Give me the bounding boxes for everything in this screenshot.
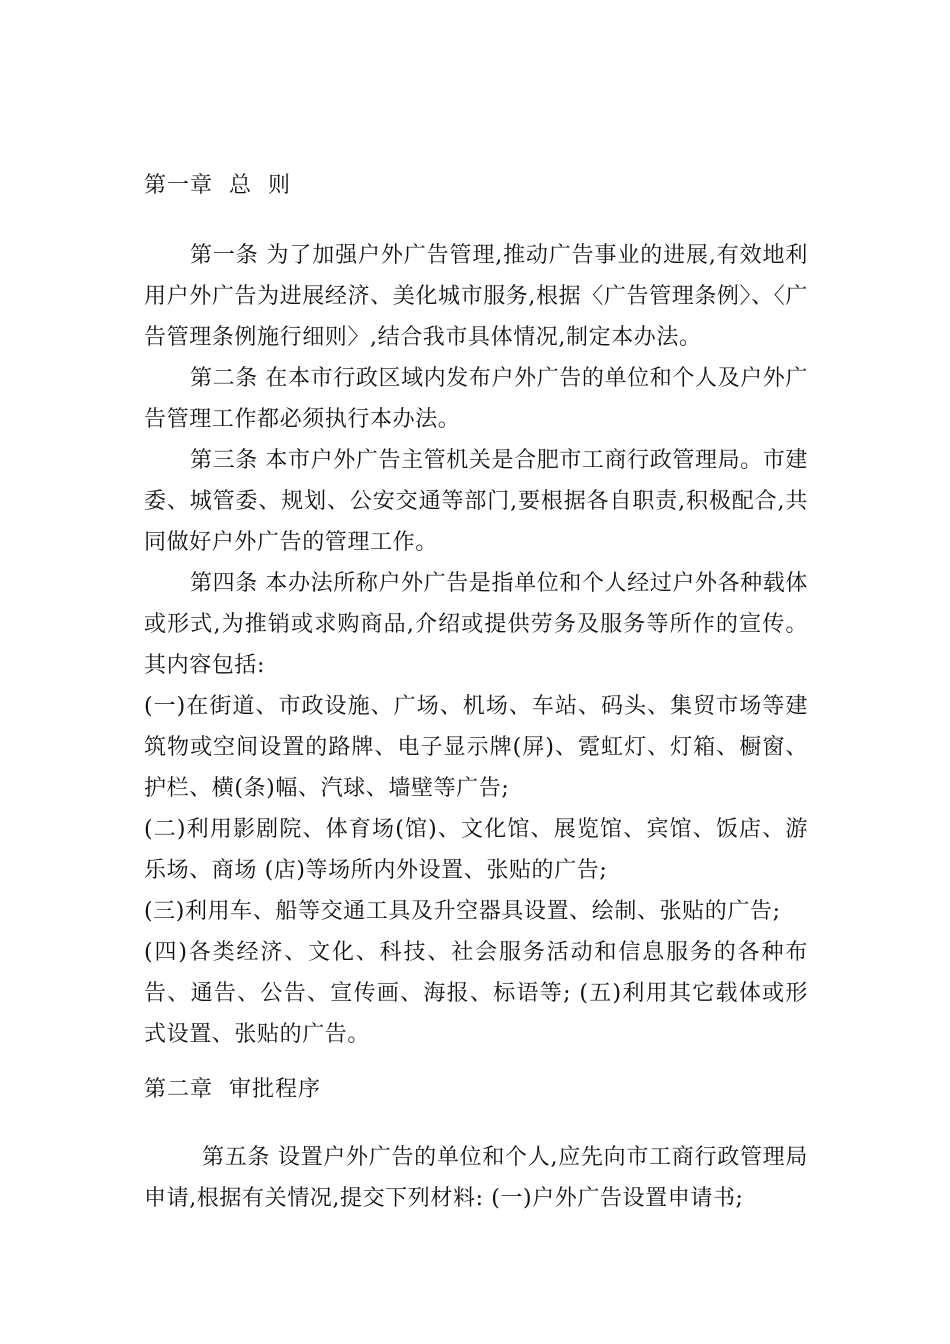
article-5: 第五条 设置户外广告的单位和个人,应先向市工商行政管理局申请,根据有关情况,提交下列材料: (一)户外广告设置申请书; — [144, 1145, 808, 1211]
article-4-item-3: (三)利用车、船等交通工具及升空器具设置、绘制、张贴的广告; — [144, 899, 781, 924]
article-1: 第一条 为了加强户外广告管理,推动广告事业的进展,有效地利用户外广告为进展经济、美化城市服务,根据〈广告管理条例〉、〈广告管理条例施行细则〉,结合我市具体情况,制定本办法。 — [144, 243, 808, 350]
article-4: 第四条 本办法所称户外广告是指单位和个人经过户外各种载体或形式,为推销或求购商品,介绍或提供劳务及服务等所作的宣传。其内容包括: — [144, 571, 808, 678]
chapter-1-heading: 第一章 总 则 — [144, 173, 291, 198]
chapter-2-heading: 第二章 审批程序 — [144, 1077, 321, 1102]
article-4-item-1: (一)在街道、市政设施、广场、机场、车站、码头、集贸市场等建筑物或空间设置的路牌、电子显示牌(屏)、霓虹灯、灯箱、橱窗、护栏、横(条)幅、汽球、墙壁等广告; — [144, 694, 808, 801]
article-4-item-4-5: (四)各类经济、文化、科技、社会服务活动和信息服务的各种布告、通告、公告、宣传画、海报、标语等; (五)利用其它载体或形式设置、张贴的广告。 — [144, 940, 808, 1047]
article-3: 第三条 本市户外广告主管机关是合肥市工商行政管理局。市建委、城管委、规划、公安交通等部门,要根据各自职责,积极配合,共同做好户外广告的管理工作。 — [144, 448, 808, 555]
article-2: 第二条 在本市行政区域内发布户外广告的单位和个人及户外广告管理工作都必须执行本办法。 — [144, 366, 808, 432]
document-body — [144, 163, 808, 1219]
article-4-item-2: (二)利用影剧院、体育场(馆)、文化馆、展览馆、宾馆、饭店、游乐场、商场 (店)等场所内外设置、张贴的广告; — [144, 817, 808, 883]
